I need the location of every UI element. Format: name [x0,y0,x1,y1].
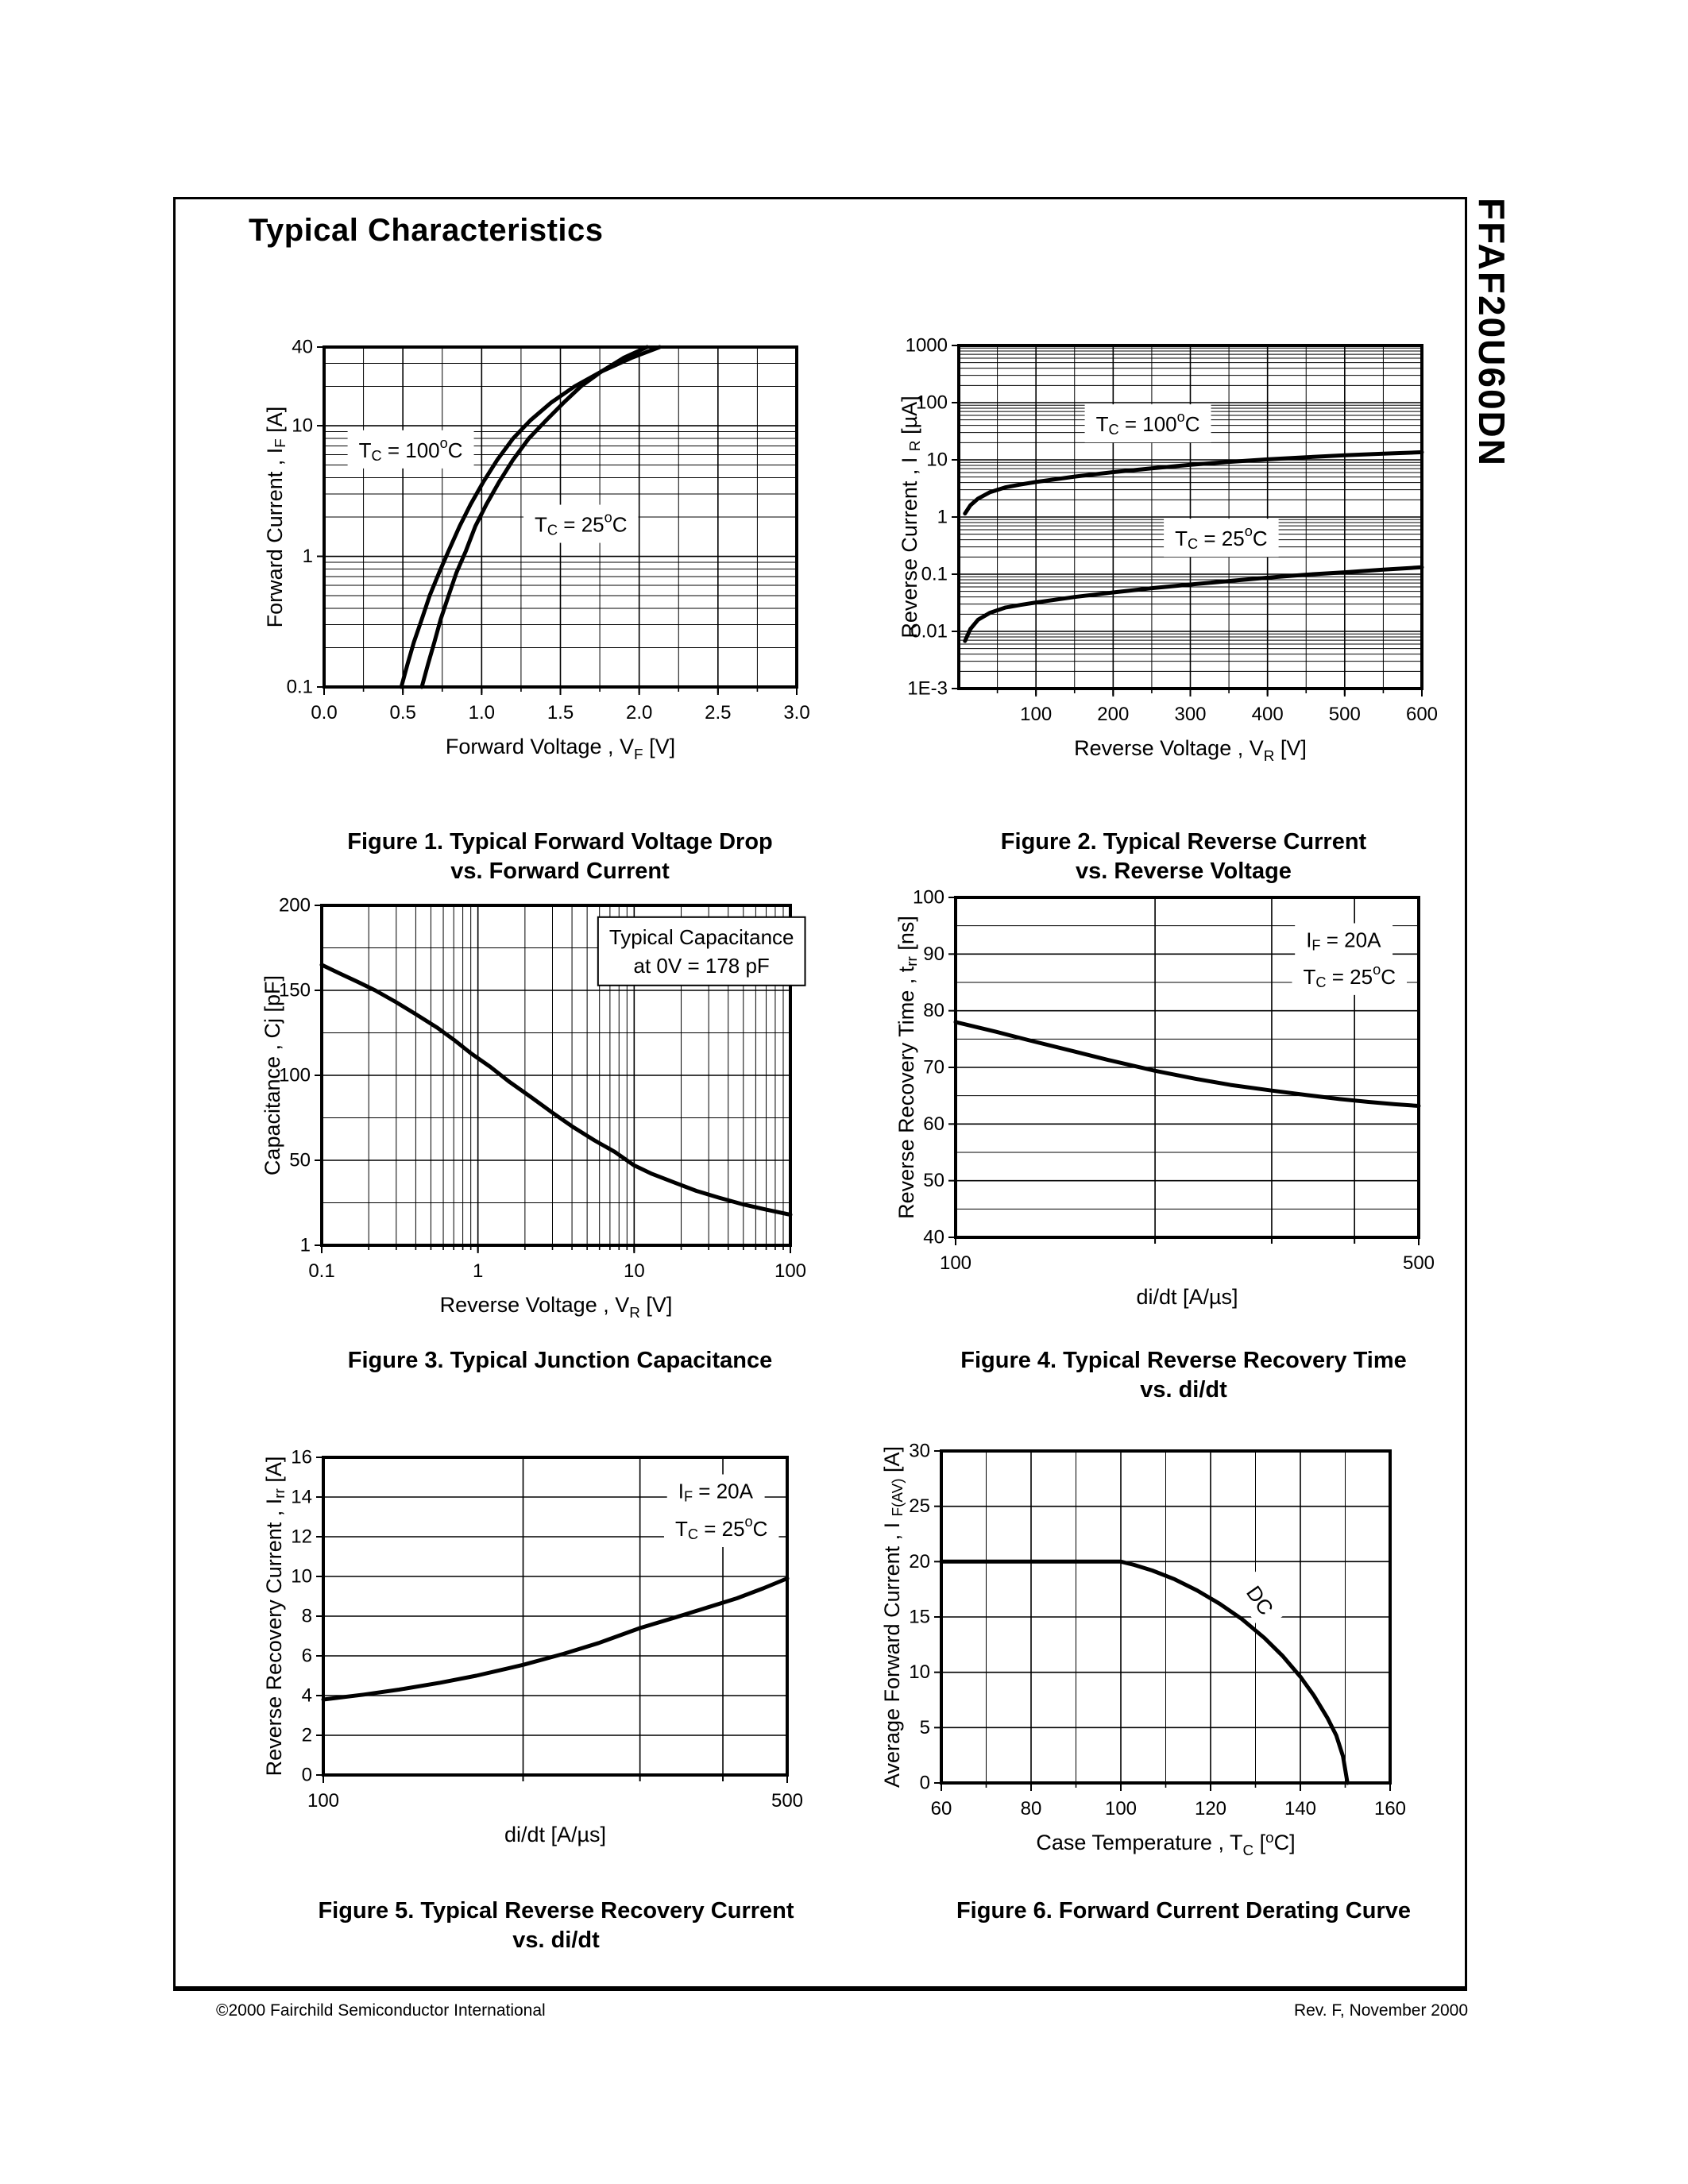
figure4-caption-line1: Figure 4. Typical Reverse Recovery Time [960,1348,1407,1373]
figure1-caption [282,828,838,886]
figure6-caption [906,1897,1462,1926]
svg-text:50: 50 [923,1170,944,1192]
figure3-caption [282,1346,838,1376]
svg-text:100: 100 [278,1064,311,1086]
chart-annotation [1292,957,1408,995]
svg-text:2: 2 [301,1724,312,1746]
svg-text:50: 50 [289,1149,311,1171]
figure3-caption-line1: Figure 3. Typical Junction Capacitance [347,1348,773,1373]
chart-annotation [598,917,805,986]
svg-text:5: 5 [919,1716,930,1738]
svg-text:TC = 25oC: $T_C = 25^oC$ [1175,523,1268,553]
svg-text:DC: DC [1242,1581,1279,1620]
svg-text:60: 60 [930,1798,952,1819]
svg-text:100: 100 [1104,1798,1138,1819]
svg-text:10: 10 [909,1661,930,1684]
x-axis-label: Reverse Voltage , $V_R$ [V] [439,1293,673,1322]
y-axis-label: Reverse Current , I $_R$ [µA] [898,396,924,639]
x-axis-label: di/dt [A/µs] [1136,1285,1238,1309]
svg-text:80: 80 [923,1000,944,1022]
svg-text:2.0: 2.0 [625,702,653,723]
figure1-caption-line2: vs. Forward Current [450,859,670,884]
svg-text:at 0V = 178 pF: at 0V = 178 pF [633,953,770,978]
svg-text:3.0: 3.0 [783,702,810,723]
x-axis-label: Case Temperature , $T_C$ [$^o$C] [1036,1830,1296,1859]
revision-text: Rev. F, November 2000 [1293,2001,1468,2020]
svg-text:0.0: 0.0 [311,702,338,723]
svg-text:500: 500 [771,1790,804,1812]
chart-annotation [523,505,639,543]
svg-text:1000: 1000 [905,334,948,357]
svg-text:0.1: 0.1 [308,1260,335,1282]
svg-text:90: 90 [923,943,944,965]
svg-text:60: 60 [923,1113,944,1135]
figure2-caption-line2: vs. Reverse Voltage [1076,859,1292,884]
series-curve [323,1579,787,1700]
svg-text:100: 100 [912,886,944,909]
svg-text:TC = 100oC: $T_C = 100^oC$ [1095,409,1200,438]
svg-text:TC = 25oC: $T_C = 25^oC$ [674,1514,768,1542]
x-axis-label: Forward Voltage , $V_F$ [V] [445,735,676,763]
figure1-caption-line1: Figure 1. Typical Forward Voltage Drop [347,829,773,855]
svg-text:400: 400 [1251,704,1284,725]
svg-text:IF = 20A: $I_F = 20A$ [678,1479,753,1505]
figure4-reverse-recovery-time-chart [860,874,1450,1317]
svg-text:IF = 20A: $I_F = 20A$ [1306,928,1381,954]
svg-text:120: 120 [1194,1798,1227,1819]
chart-annotation [1085,404,1211,442]
svg-text:TC = 25oC: $T_C = 25^oC$ [1303,961,1396,990]
svg-text:1E-3: 1E-3 [907,677,948,700]
svg-text:15: 15 [909,1606,930,1628]
chart-annotation [1231,1569,1288,1631]
chart-annotation [664,1509,779,1547]
svg-text:Typical Capacitance: Typical Capacitance [608,924,794,949]
svg-text:100: 100 [307,1790,340,1812]
svg-text:1: 1 [299,1234,311,1256]
svg-text:80: 80 [1020,1798,1042,1819]
svg-text:0: 0 [919,1772,930,1794]
y-axis-label: Reverse Recovery Time , $t_{rr}$ [ns] [894,916,921,1219]
svg-text:70: 70 [923,1056,944,1078]
svg-text:8: 8 [301,1605,312,1627]
figure2-caption [906,828,1462,886]
figure2-reverse-current-chart [863,322,1454,768]
y-axis-label: Forward Current , $I_F$ [A] [263,406,289,628]
svg-text:40: 40 [923,1226,944,1248]
figure5-caption-line1: Figure 5. Typical Reverse Recovery Current [318,1898,794,1924]
svg-text:1: 1 [302,546,313,568]
svg-text:1: 1 [937,506,948,528]
svg-text:100: 100 [1020,704,1053,725]
y-axis-label: Capacitance , Cj [pF] [261,974,284,1176]
svg-text:2.5: 2.5 [705,702,732,723]
svg-text:100: 100 [915,392,948,414]
svg-text:16: 16 [291,1446,312,1468]
chart-annotation [348,430,474,469]
x-axis-label: Reverse Voltage , $V_R$ [V] [1074,736,1307,765]
svg-text:1.5: 1.5 [547,702,574,723]
y-axis-label: Average Forward Current , I $_{F(AV)}$ [A] [880,1445,906,1788]
svg-text:600: 600 [1405,704,1439,725]
copyright-text: ©2000 Fairchild Semiconductor International [216,2001,546,2020]
svg-text:TC = 25oC: $T_C = 25^oC$ [535,509,628,538]
svg-text:6: 6 [301,1645,312,1667]
figure6-caption-line1: Figure 6. Forward Current Derating Curve [956,1898,1412,1924]
svg-text:10: 10 [292,415,313,437]
figure5-reverse-recovery-current-chart [228,1433,819,1854]
figure5-caption [278,1897,834,1955]
svg-text:140: 140 [1284,1798,1317,1819]
svg-text:500: 500 [1402,1252,1435,1274]
chart-annotation [1164,519,1279,557]
chart-annotation [1295,924,1393,959]
svg-text:100: 100 [939,1252,972,1274]
svg-text:4: 4 [301,1684,312,1707]
svg-text:0: 0 [301,1764,312,1786]
page-title: Typical Characteristics [249,213,604,248]
svg-text:20: 20 [909,1550,930,1572]
series-curve [322,965,790,1215]
svg-text:0.01: 0.01 [910,620,948,642]
svg-text:200: 200 [278,894,311,916]
svg-text:10: 10 [291,1565,312,1588]
svg-text:0.1: 0.1 [921,563,948,585]
figure3-junction-capacitance-chart [226,882,822,1325]
svg-text:TC = 100oC: $T_C = 100^oC$ [358,434,463,464]
svg-text:0.1: 0.1 [286,676,313,698]
svg-text:14: 14 [291,1486,312,1508]
svg-text:40: 40 [292,336,313,358]
series-curve [956,1022,1419,1106]
svg-text:1.0: 1.0 [468,702,496,723]
svg-text:300: 300 [1174,704,1207,725]
chart-annotation [667,1475,765,1510]
figure2-caption-line1: Figure 2. Typical Reverse Current [1000,829,1367,855]
svg-text:200: 200 [1097,704,1130,725]
figure1-forward-voltage-chart [229,323,829,766]
part-number-vertical-label: FFAF20U60DN [1471,198,1512,467]
svg-text:10: 10 [623,1260,645,1282]
figure4-caption-line2: vs. di/dt [1140,1377,1227,1403]
svg-text:0.5: 0.5 [389,702,416,723]
svg-text:150: 150 [278,979,311,1001]
y-axis-label: Reverse Recovery Current , $I_{rr}$ [A] [262,1456,288,1777]
svg-text:30: 30 [909,1440,930,1462]
svg-text:500: 500 [1328,704,1361,725]
x-axis-label: di/dt [A/µs] [504,1823,607,1846]
figure4-caption [906,1346,1462,1405]
figure6-derating-curve-chart [846,1427,1422,1862]
svg-text:10: 10 [926,449,948,471]
svg-text:25: 25 [909,1495,930,1518]
figure5-caption-line2: vs. di/dt [512,1927,600,1953]
svg-text:100: 100 [774,1260,807,1282]
svg-text:1: 1 [472,1260,484,1282]
svg-text:12: 12 [291,1526,312,1548]
svg-text:160: 160 [1373,1798,1407,1819]
